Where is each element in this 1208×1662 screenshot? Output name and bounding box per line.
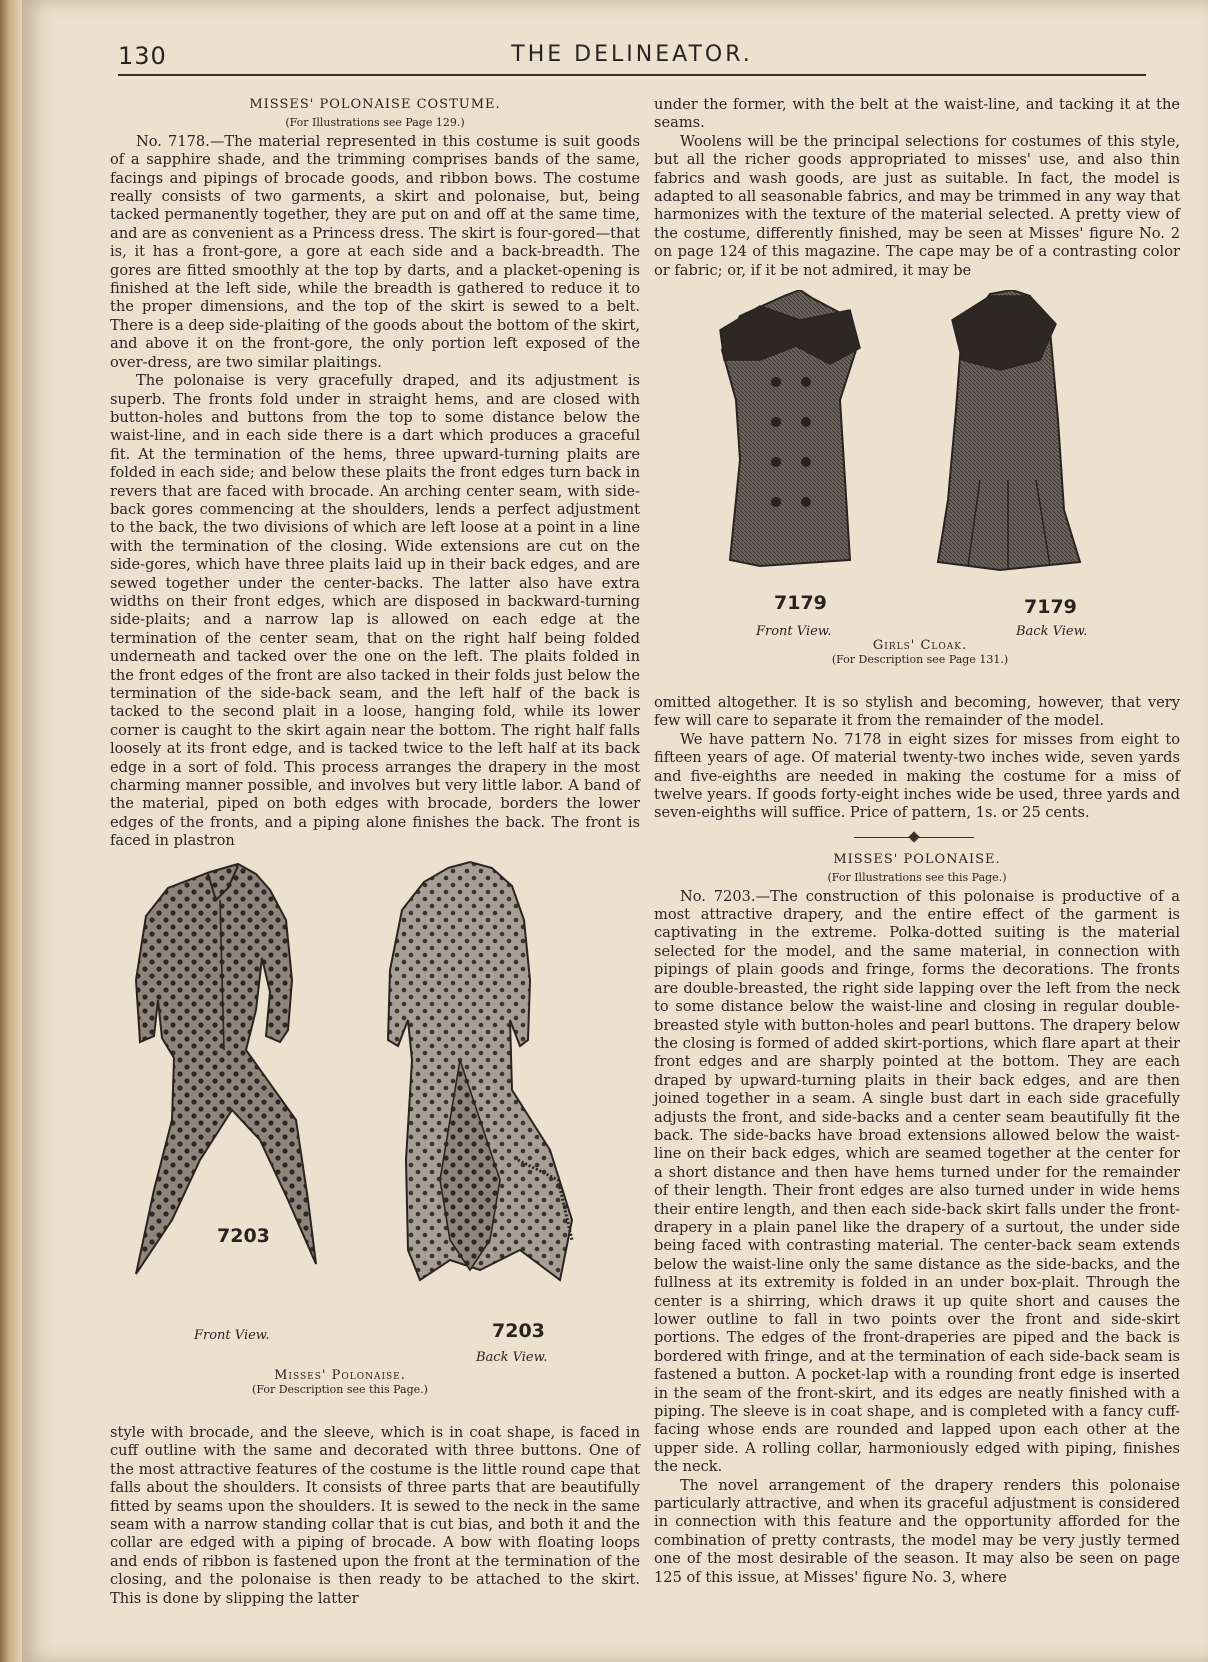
cloak-back-view <box>938 290 1080 570</box>
paragraph: No. 7178.—The material represented in this costume is suit goods of a sapphire shade, and the trimming comprises bands of the same, facings and pipings of brocade goods, and ribbon bows. The costume really consists of two garments, a skirt and polonaise, but, being tacked permanently together, they are put on and off at the same time, and are as convenient as a Princess dress. The skirt is four-gored—that is, it has a front-gore, a gore at each side and a back-breadth. The gores are fitted smoothly at the top by darts, and a placket-opening is finished at the left side, while the breadth is gathered to reduce it to the proper dimensions, and the top of the skirt is sewed to a belt. There is a deep side-plaiting of the goods about the bottom of the skirt, and above it on the front-gore, the only portion left exposed of the over-dress, are two similar plaitings. <box>110 132 640 371</box>
right-column-top <box>654 96 1180 280</box>
cloak-drawing <box>700 290 1140 600</box>
cloak-front-view <box>720 290 860 566</box>
cloak-front-label: Front View. <box>756 624 832 639</box>
paragraph: style with brocade, and the sleeve, which is in coat shape, is faced in cuff outline with the same and decorated with three buttons. One of the most attractive features of the costume is the little round cape that falls about the shoulders. It consists of three parts that are beautifully fitted by seams upon the shoulders. It is sewed to the neck in the same seam with a narrow standing collar that is cut bias, and both it and the collar are edged with a piping of brocade. A bow with floating loops and ends of ribbon is fastened upon the front at the termination of the closing, and the polonaise is then ready to be attached to the skirt. This is done by slipping the latter <box>110 1424 640 1607</box>
article-heading-polonaise: MISSES' POLONAISE. <box>833 851 1001 867</box>
cloak-caption <box>790 638 1050 666</box>
paragraph: Woolens will be the principal selections for costumes of this style, but all the richer goods appropriated to misses' use, and also thin fabrics and wash goods, are just as suitable. In fact, the model is adapted to all seasonable fabrics, and may be trimmed in any way that harmonizes with the texture of the material selected. A pretty view of the costume, differently finished, may be seen at Misses' figure No. 2 on page 124 of this magazine. The cape may be of a contrasting color or fabric; or, if it be not admired, it may be <box>654 132 1180 279</box>
polonaise-illustration <box>120 860 640 1410</box>
cloak-illustration <box>700 290 1140 680</box>
cloak-back-number: 7179 <box>1024 596 1077 618</box>
cloak-back-label: Back View. <box>1016 624 1088 639</box>
paragraph: omitted altogether. It is so stylish and becoming, however, that very few will care to separate it from the remainder of the model. <box>654 694 1180 730</box>
paragraph: The novel arrangement of the drapery renders this polonaise particularly attractive, and when its graceful adjustment is considered in connection with this feature and the opportunity afforded for the combination of pretty contrasts, the model may be very justly termed one of the most desirable of the season. It may also be seen on page 125 of this issue, at Misses' figure No. 3, where <box>654 1476 1180 1586</box>
cloak-caption-sub: (For Description see Page 131.) <box>831 653 1009 666</box>
polonaise-caption-title: Misses' Polonaise. <box>274 1368 406 1383</box>
polonaise-front-view <box>136 864 316 1274</box>
cloak-caption-title: Girls' Cloak. <box>872 638 968 653</box>
polonaise-drawing <box>120 860 640 1290</box>
right-column-bottom <box>654 694 1180 1587</box>
polonaise-caption <box>200 1368 480 1396</box>
cloak-front-number: 7179 <box>774 592 827 614</box>
page-header <box>118 40 1146 76</box>
left-column-text <box>110 96 640 851</box>
paragraph: under the former, with the belt at the waist-line, and tacking it at the seams. <box>654 96 1180 132</box>
polonaise-back-label: Back View. <box>476 1350 548 1365</box>
polonaise-front-label: Front View. <box>194 1328 270 1343</box>
left-column-continuation <box>110 1424 640 1608</box>
article-subheading-polonaise: (For Illustrations see this Page.) <box>827 871 1007 885</box>
article-heading-costume: MISSES' POLONAISE COSTUME. <box>249 97 501 112</box>
article-subheading-costume: (For Illustrations see Page 129.) <box>285 116 465 130</box>
polonaise-caption-sub: (For Description see this Page.) <box>252 1383 428 1396</box>
page-number: 130 <box>118 42 167 70</box>
paragraph: No. 7203.—The construction of this polonaise is productive of a most attractive drapery, and the entire effect of the garment is captivating in the extreme. Polka-dotted suiting is the material selected for the model, and the same material, in connection with pipings of plain goods and fringe, forms the decorations. The fronts are double-breasted, the right side lapping over the left from the neck to some distance below the waist-line and closing in regular double-breasted style with button-holes and pearl buttons. The drapery below the closing is formed of added skirt-portions, which flare apart at their front edges and are sharply pointed at the bottom. They are each draped by upward-turning plaits in their back edges, and are then joined together in a seam. A single bust dart in each side gracefully adjusts the front, and side-backs and a center seam beautifully fit the back. The side-backs have broad extensions allowed below the waist-line on their back edges, which are seamed together at the center for a short distance and then have hems turned under for the remainder of their length. Their front edges are also turned under in wide hems their entire length, and then each side-back skirt falls under the front-drapery in a plain panel like the drapery of a surtout, the under side being faced with contrasting material. The center-back seam extends below the waist-line only the same distance as the side-backs, and the fullness at its extremity is folded in an under box-plait. Through the center is a shirring, which draws it up quite short and causes the lower outline to fall in two points over the front and side-skirt portions. The edges of the front-draperies are piped and the back is bordered with fringe, and at the termination of each side-back seam is fastened a button. A pocket-lap with a rounding front edge is inserted in the seam of the front-skirt, and its edges are neatly finished with a piping. The sleeve is in coat shape, and is completed with a fancy cuff-facing whose ends are rounded and lapped upon each other at the upper side. A rolling collar, harmoniously edged with piping, finishes the neck. <box>654 887 1180 1476</box>
polonaise-front-number: 7203 <box>217 1225 270 1247</box>
paragraph: The polonaise is very gracefully draped, and its adjustment is superb. The fronts fold under in straight hems, and are closed with button-holes and buttons from the top to some distance below the waist-line, and in each side there is a dart which produces a graceful fit. At the termination of the hems, three upward-turning plaits are folded in each side; and below these plaits the front edges turn back in revers that are faced with brocade. An arching center seam, with side-back gores commencing at the shoulders, lends a perfect adjustment to the back, the two divisions of which are left loose at a point in a line with the termination of the closing. Wide extensions are cut on the side-gores, which have three plaits laid up in their back edges, and are sewed together under the center-backs. The latter also have extra widths on their front edges, which are disposed in backward-turning side-plaits; and a narrow lap is allowed on each edge at the termination of the center seam, that on the right half being folded underneath and tacked over the one on the left. The plaits folded in the front edges of the front are also tacked in their folds just below the termination of the side-back seam, and the left half of the back is tacked to the second plait in a loose, hanging fold, while its lower corner is caught to the skirt again near the bottom. The right half falls loosely at its front edge, and is tacked twice to the left half at its back edge in a sort of fold. This process arranges the drapery in the most charming manner possible, and involves but very little labor. A band of the material, piped on both edges with brocade, borders the lower edges of the fronts, and a piping alone finishes the back. The front is faced in plastron <box>110 372 640 850</box>
running-title: THE DELINEATOR. <box>511 42 753 67</box>
polonaise-back-view <box>388 862 572 1280</box>
polonaise-back-number: 7203 <box>492 1320 545 1342</box>
paragraph: We have pattern No. 7178 in eight sizes for misses from eight to fifteen years of age. Of material twenty-two inches wide, seven yards and five-eighths are needed in making the costume for a miss of twelve years. If goods forty-eight inches wide be used, three yards and seven-eighths will suffice. Price of pattern, 1s. or 25 cents. <box>654 730 1180 822</box>
section-divider <box>654 823 1180 851</box>
page-binding-edge <box>0 0 22 1662</box>
